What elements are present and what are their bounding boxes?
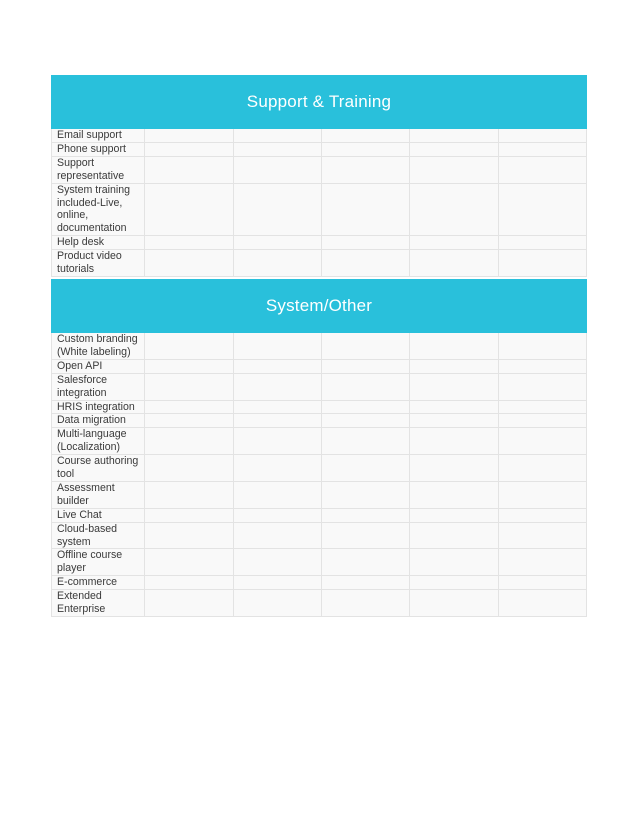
feature-label: Email support bbox=[52, 129, 145, 143]
section-title: System/Other bbox=[52, 279, 587, 332]
vendor-cell[interactable] bbox=[321, 129, 409, 143]
vendor-cell[interactable] bbox=[321, 250, 409, 277]
vendor-cell[interactable] bbox=[498, 508, 586, 522]
vendor-cell[interactable] bbox=[233, 549, 321, 576]
vendor-cell[interactable] bbox=[145, 373, 233, 400]
vendor-cell[interactable] bbox=[233, 142, 321, 156]
vendor-cell[interactable] bbox=[410, 481, 498, 508]
vendor-cell[interactable] bbox=[233, 400, 321, 414]
vendor-cell[interactable] bbox=[145, 129, 233, 143]
vendor-cell[interactable] bbox=[410, 400, 498, 414]
vendor-cell[interactable] bbox=[410, 590, 498, 617]
section-header-row bbox=[52, 279, 587, 332]
vendor-cell[interactable] bbox=[233, 414, 321, 428]
comparison-sheet bbox=[51, 75, 587, 617]
vendor-cell[interactable] bbox=[233, 373, 321, 400]
section-title: Support & Training bbox=[52, 76, 587, 129]
vendor-cell[interactable] bbox=[145, 236, 233, 250]
vendor-cell[interactable] bbox=[321, 373, 409, 400]
feature-label: Cloud-based system bbox=[52, 522, 145, 549]
vendor-cell[interactable] bbox=[498, 400, 586, 414]
vendor-cell[interactable] bbox=[410, 428, 498, 455]
vendor-cell[interactable] bbox=[410, 549, 498, 576]
feature-comparison-table bbox=[51, 75, 587, 617]
vendor-cell[interactable] bbox=[498, 481, 586, 508]
vendor-cell[interactable] bbox=[321, 400, 409, 414]
vendor-cell[interactable] bbox=[233, 250, 321, 277]
vendor-cell[interactable] bbox=[498, 156, 586, 183]
vendor-cell[interactable] bbox=[498, 236, 586, 250]
vendor-cell[interactable] bbox=[321, 236, 409, 250]
feature-label: Support representative bbox=[52, 156, 145, 183]
vendor-cell[interactable] bbox=[233, 129, 321, 143]
vendor-cell[interactable] bbox=[145, 590, 233, 617]
feature-label: E-commerce bbox=[52, 576, 145, 590]
table-row bbox=[52, 156, 587, 183]
vendor-cell[interactable] bbox=[145, 428, 233, 455]
table-row bbox=[52, 428, 587, 455]
vendor-cell[interactable] bbox=[498, 332, 586, 359]
vendor-cell[interactable] bbox=[145, 508, 233, 522]
table-row bbox=[52, 129, 587, 143]
vendor-cell[interactable] bbox=[233, 522, 321, 549]
vendor-cell[interactable] bbox=[233, 359, 321, 373]
table-row bbox=[52, 455, 587, 482]
section-header-row bbox=[52, 76, 587, 129]
vendor-cell[interactable] bbox=[498, 359, 586, 373]
vendor-cell[interactable] bbox=[233, 508, 321, 522]
vendor-cell[interactable] bbox=[410, 332, 498, 359]
vendor-cell[interactable] bbox=[233, 455, 321, 482]
table-row bbox=[52, 142, 587, 156]
vendor-cell[interactable] bbox=[410, 522, 498, 549]
vendor-cell[interactable] bbox=[233, 590, 321, 617]
feature-label: Data migration bbox=[52, 414, 145, 428]
feature-label: Course authoring tool bbox=[52, 455, 145, 482]
vendor-cell[interactable] bbox=[321, 549, 409, 576]
table-row bbox=[52, 414, 587, 428]
vendor-cell[interactable] bbox=[410, 183, 498, 236]
feature-label: Assessment builder bbox=[52, 481, 145, 508]
vendor-cell[interactable] bbox=[410, 359, 498, 373]
vendor-cell[interactable] bbox=[145, 142, 233, 156]
feature-label: Live Chat bbox=[52, 508, 145, 522]
vendor-cell[interactable] bbox=[145, 481, 233, 508]
feature-label: Help desk bbox=[52, 236, 145, 250]
vendor-cell[interactable] bbox=[145, 332, 233, 359]
vendor-cell[interactable] bbox=[145, 576, 233, 590]
vendor-cell[interactable] bbox=[498, 414, 586, 428]
table-row bbox=[52, 400, 587, 414]
feature-label: HRIS integration bbox=[52, 400, 145, 414]
vendor-cell[interactable] bbox=[145, 549, 233, 576]
table-row bbox=[52, 373, 587, 400]
vendor-cell[interactable] bbox=[498, 576, 586, 590]
vendor-cell[interactable] bbox=[321, 428, 409, 455]
table-row bbox=[52, 359, 587, 373]
vendor-cell[interactable] bbox=[498, 129, 586, 143]
vendor-cell[interactable] bbox=[321, 142, 409, 156]
vendor-cell[interactable] bbox=[145, 400, 233, 414]
vendor-cell[interactable] bbox=[321, 414, 409, 428]
vendor-cell[interactable] bbox=[145, 250, 233, 277]
feature-label: Offline course player bbox=[52, 549, 145, 576]
vendor-cell[interactable] bbox=[233, 156, 321, 183]
feature-label: Extended Enterprise bbox=[52, 590, 145, 617]
vendor-cell[interactable] bbox=[145, 522, 233, 549]
table-row bbox=[52, 590, 587, 617]
table-row bbox=[52, 576, 587, 590]
vendor-cell[interactable] bbox=[145, 359, 233, 373]
feature-label: Salesforce integration bbox=[52, 373, 145, 400]
vendor-cell[interactable] bbox=[498, 142, 586, 156]
vendor-cell[interactable] bbox=[145, 414, 233, 428]
vendor-cell[interactable] bbox=[498, 522, 586, 549]
vendor-cell[interactable] bbox=[498, 183, 586, 236]
vendor-cell[interactable] bbox=[321, 359, 409, 373]
vendor-cell[interactable] bbox=[321, 481, 409, 508]
table-row bbox=[52, 183, 587, 236]
feature-label: Open API bbox=[52, 359, 145, 373]
vendor-cell[interactable] bbox=[321, 332, 409, 359]
feature-label: System training included-Live, online, documentation bbox=[52, 183, 145, 236]
vendor-cell[interactable] bbox=[410, 414, 498, 428]
vendor-cell[interactable] bbox=[321, 590, 409, 617]
vendor-cell[interactable] bbox=[233, 236, 321, 250]
vendor-cell[interactable] bbox=[321, 455, 409, 482]
table-row bbox=[52, 332, 587, 359]
vendor-cell[interactable] bbox=[145, 183, 233, 236]
vendor-cell[interactable] bbox=[321, 156, 409, 183]
vendor-cell[interactable] bbox=[145, 156, 233, 183]
vendor-cell[interactable] bbox=[410, 250, 498, 277]
table-row bbox=[52, 250, 587, 277]
vendor-cell[interactable] bbox=[410, 373, 498, 400]
feature-label: Custom branding (White labeling) bbox=[52, 332, 145, 359]
vendor-cell[interactable] bbox=[410, 156, 498, 183]
feature-label: Product video tutorials bbox=[52, 250, 145, 277]
vendor-cell[interactable] bbox=[233, 428, 321, 455]
table-row bbox=[52, 481, 587, 508]
vendor-cell[interactable] bbox=[410, 455, 498, 482]
vendor-cell[interactable] bbox=[233, 183, 321, 236]
vendor-cell[interactable] bbox=[498, 455, 586, 482]
vendor-cell[interactable] bbox=[410, 576, 498, 590]
vendor-cell[interactable] bbox=[410, 236, 498, 250]
vendor-cell[interactable] bbox=[498, 250, 586, 277]
feature-label: Multi-language (Localization) bbox=[52, 428, 145, 455]
table-row bbox=[52, 522, 587, 549]
vendor-cell[interactable] bbox=[498, 373, 586, 400]
feature-label: Phone support bbox=[52, 142, 145, 156]
table-row bbox=[52, 549, 587, 576]
vendor-cell[interactable] bbox=[321, 522, 409, 549]
vendor-cell[interactable] bbox=[233, 576, 321, 590]
vendor-cell[interactable] bbox=[233, 481, 321, 508]
vendor-cell[interactable] bbox=[498, 428, 586, 455]
vendor-cell[interactable] bbox=[498, 549, 586, 576]
vendor-cell[interactable] bbox=[321, 576, 409, 590]
vendor-cell[interactable] bbox=[145, 455, 233, 482]
vendor-cell[interactable] bbox=[498, 590, 586, 617]
vendor-cell[interactable] bbox=[233, 332, 321, 359]
vendor-cell[interactable] bbox=[410, 508, 498, 522]
table-row bbox=[52, 236, 587, 250]
vendor-cell[interactable] bbox=[321, 183, 409, 236]
vendor-cell[interactable] bbox=[321, 508, 409, 522]
vendor-cell[interactable] bbox=[410, 129, 498, 143]
table-row bbox=[52, 508, 587, 522]
vendor-cell[interactable] bbox=[410, 142, 498, 156]
